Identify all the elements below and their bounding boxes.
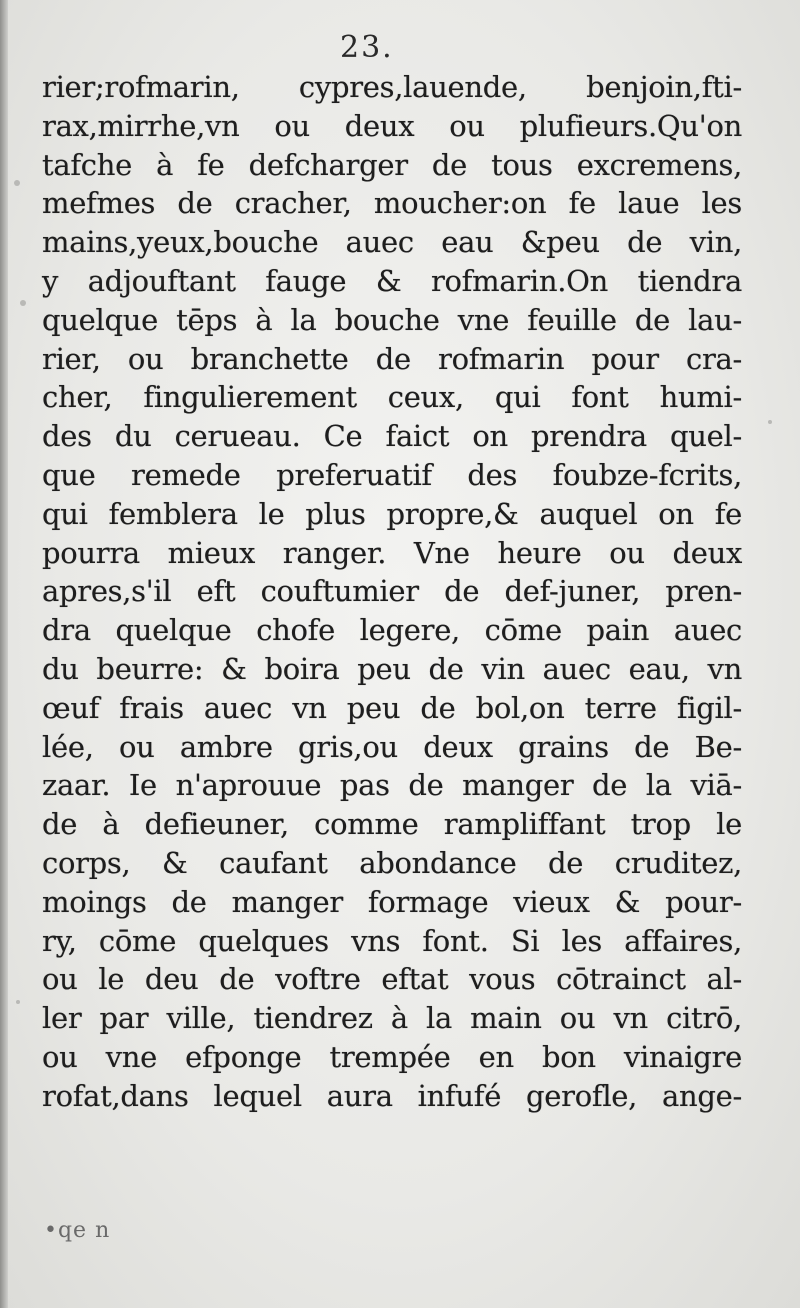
ink-speck: [768, 420, 772, 424]
text-line: tafche à fe defcharger de tous excremens,: [42, 147, 742, 182]
text-line: zaar. Ie n'aprouue pas de manger de la viā-: [42, 768, 742, 803]
text-line: moings de manger formage vieux & pour-: [42, 884, 742, 919]
text-line: ler par ville, tiendrez à la main ou vn citrō,: [42, 1001, 742, 1036]
text-line: rier, ou branchette de rofmarin pour cra-: [42, 341, 742, 376]
text-line: des du cerueau. Ce faict on prendra quel-: [42, 419, 742, 454]
scan-gutter: [0, 0, 8, 1308]
text-line: mains,yeux,bouche auec eau &peu de vin,: [42, 225, 742, 260]
text-line: que remede preferuatif des foubze-fcrits,: [42, 457, 742, 492]
page-number: 23.: [340, 30, 394, 65]
ink-speck: [14, 180, 20, 186]
text-line: quelque tēps à la bouche vne feuille de lau-: [42, 302, 742, 337]
text-line: qui femblera le plus propre,& auquel on fe: [42, 496, 742, 531]
text-line: y adjouftant fauge & rofmarin.On tiendra: [42, 263, 742, 298]
text-line: rax,mirrhe,vn ou deux ou plufieurs.Qu'on: [42, 108, 742, 143]
text-line: cher, fingulierement ceux, qui font humi-: [42, 380, 742, 415]
text-line: dra quelque chofe legere, cōme pain auec: [42, 613, 742, 648]
text-line: de à defieuner, comme rampliffant trop le: [42, 807, 742, 842]
text-line: ou le deu de voftre eftat vous cōtrainct al-: [42, 962, 742, 997]
body-text: [42, 68, 742, 1116]
text-line: apres,s'il eft couftumier de def-juner, pren-: [42, 574, 742, 609]
text-line: œuf frais auec vn peu de bol,on terre figil-: [42, 690, 742, 725]
text-line: rier;rofmarin, cypres,lauende, benjoin,fti-: [42, 70, 742, 104]
text-line: du beurre: & boira peu de vin auec eau, vn: [42, 651, 742, 686]
text-line: corps, & caufant abondance de cruditez,: [42, 845, 742, 880]
text-line: mefmes de cracher, moucher:on fe laue les: [42, 186, 742, 221]
text-line: ry, cōme quelques vns font. Si les affaires,: [42, 923, 742, 958]
ink-speck: [20, 300, 26, 306]
catchword: •qe n: [44, 1218, 111, 1243]
text-line: ou vne efponge trempée en bon vinaigre: [42, 1039, 742, 1074]
text-line: lée, ou ambre gris,ou deux grains de Be-: [42, 729, 742, 764]
text-line: pourra mieux ranger. Vne heure ou deux: [42, 535, 742, 570]
text-line: rofat,dans lequel aura infufé gerofle, ange-: [42, 1078, 742, 1113]
ink-speck: [16, 1000, 20, 1004]
